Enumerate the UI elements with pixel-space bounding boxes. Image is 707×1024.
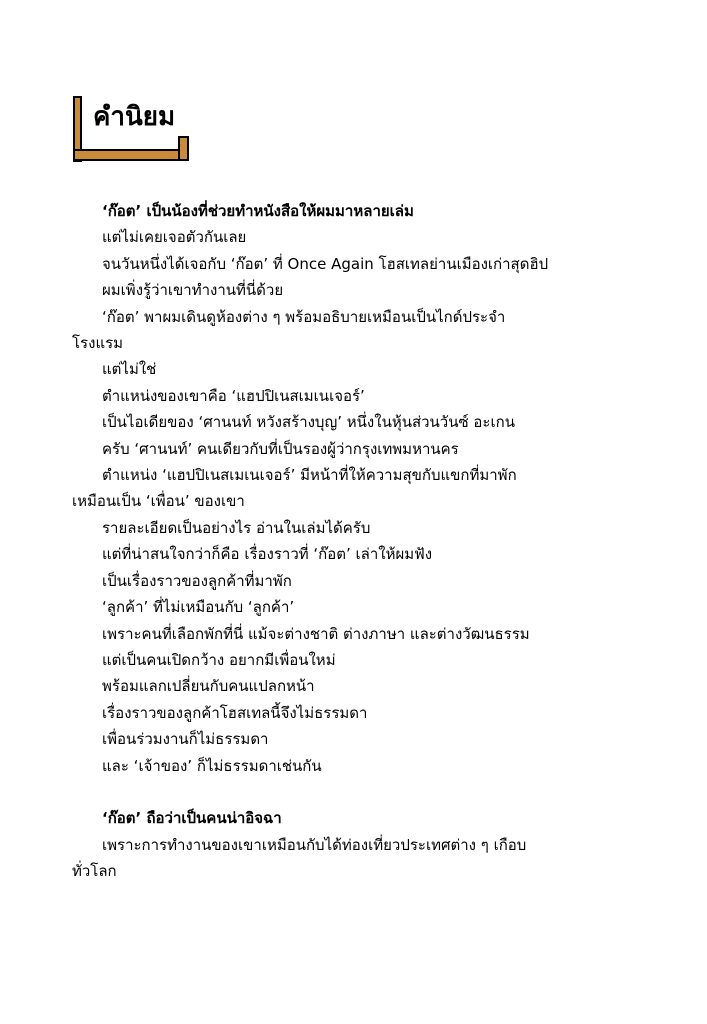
- body-text: [72, 198, 572, 885]
- text-line: จนวันหนึ่งได้เจอกับ ‘ก๊อต’ ที่ Once Again โฮสเทลย่านเมืองเก่าสุดฮิป: [102, 254, 549, 273]
- text-line: ‘ก๊อต’ เป็นน้องที่ช่วยทำหนังสือให้ผมมาหลายเล่ม: [102, 202, 414, 220]
- heading-bracket-end: [178, 136, 189, 161]
- text-line: เป็นไอเดียของ ‘ศานนท์ หวังสร้างบุญ’ หนึ่งในหุ้นส่วนวันซ์ อะเกน: [102, 413, 515, 432]
- text-line: เป็นเรื่องราวของลูกค้าที่มาพัก: [102, 571, 292, 590]
- heading-bracket-underline: [73, 149, 189, 161]
- text-line: รายละเอียดเป็นอย่างไร อ่านในเล่มได้ครับ: [102, 518, 371, 537]
- text-line: ผมเพิ่งรู้ว่าเขาทำงานที่นี่ด้วย: [102, 281, 284, 300]
- text-line: โรงแรม: [72, 334, 124, 353]
- text-line: พร้อมแลกเปลี่ยนกับคนแปลกหน้า: [102, 677, 315, 696]
- text-line: แต่ที่น่าสนใจกว่าก็คือ เรื่องราวที่ ‘ก๊อต’ เล่าให้ผมฟัง: [102, 545, 433, 564]
- text-line: และ ‘เจ้าของ’ ก็ไม่ธรรมดาเช่นกัน: [102, 756, 322, 775]
- text-line: เพื่อนร่วมงานก็ไม่ธรรมดา: [102, 730, 269, 749]
- text-line: ครับ ‘ศานนท์’ คนเดียวกับที่เป็นรองผู้ว่ากรุงเทพมหานคร: [102, 439, 459, 458]
- heading-title: คำนิยม: [93, 102, 176, 132]
- text-line: เพราะคนที่เลือกพักที่นี่ แม้จะต่างชาติ ต่างภาษา และต่างวัฒนธรรม: [102, 624, 530, 643]
- paragraph-spacer: [72, 779, 572, 805]
- section-heading: [73, 96, 191, 166]
- text-line: ‘ก๊อต’ พาผมเดินดูห้องต่าง ๆ พร้อมอธิบายเหมือนเป็นไกด์ประจำ: [102, 307, 506, 326]
- text-line: ทั่วโลก: [72, 862, 117, 881]
- text-line: แต่ไม่เคยเจอตัวกันเลย: [102, 228, 247, 247]
- text-line: เรื่องราวของลูกค้าโฮสเทลนี้จึงไม่ธรรมดา: [102, 703, 368, 722]
- text-line: แต่เป็นคนเปิดกว้าง อยากมีเพื่อนใหม่: [102, 650, 336, 669]
- text-line: เหมือนเป็น ‘เพื่อน’ ของเขา: [72, 492, 245, 511]
- text-line: เพราะการทำงานของเขาเหมือนกับได้ท่องเที่ยวประเทศต่าง ๆ เกือบ: [102, 835, 527, 854]
- text-line: ‘ลูกค้า’ ที่ไม่เหมือนกับ ‘ลูกค้า’: [102, 598, 295, 617]
- text-line: ตำแหน่ง ‘แฮปปิเนสเมเนเจอร์’ มีหน้าที่ให้ความสุขกับแขกที่มาพัก: [102, 466, 517, 485]
- text-line: แต่ไม่ใช่: [102, 360, 157, 379]
- text-line: ‘ก๊อต’ ถือว่าเป็นคนน่าอิจฉา: [102, 809, 282, 828]
- text-line: ตำแหน่งของเขาคือ ‘แฮปปิเนสเมเนเจอร์’: [102, 386, 365, 405]
